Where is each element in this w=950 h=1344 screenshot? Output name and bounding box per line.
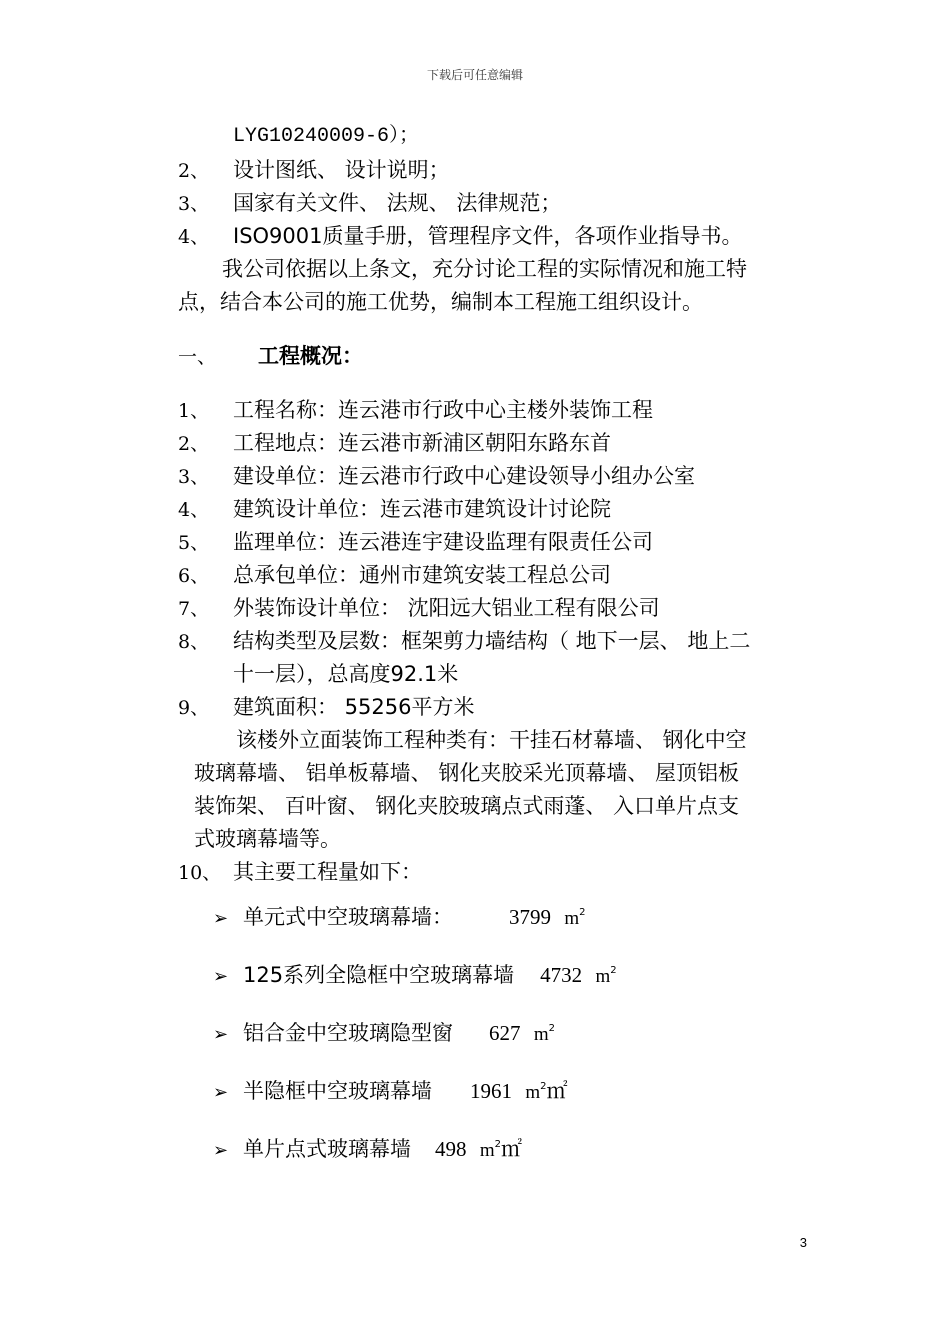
arrow-bullet-icon: ➢ bbox=[213, 1140, 229, 1161]
overview-item bbox=[178, 694, 474, 721]
quantities-intro bbox=[178, 859, 422, 886]
quantity-value: 1961 bbox=[470, 1079, 512, 1103]
item-number: 2、 bbox=[178, 160, 210, 182]
overview-item-continuation bbox=[178, 661, 458, 687]
overview-item bbox=[178, 562, 611, 589]
overview-item bbox=[178, 628, 750, 655]
item-text: ISO9001质量手册，管理程序文件，各项作业指导书。 bbox=[233, 224, 743, 248]
types-line: 玻璃幕墙、 铝单板幕墙、 钢化夹胶采光顶幕墙、 屋顶铝板 bbox=[194, 761, 740, 785]
item-text: 建筑面积： 55256平方米 bbox=[233, 695, 475, 719]
quantity-name: 半隐框中空玻璃幕墙 bbox=[243, 1079, 432, 1103]
quantity-unit-extra: ㎡ bbox=[501, 1137, 523, 1161]
overview-item bbox=[178, 430, 611, 457]
item-text: 建筑设计单位：连云港市建筑设计讨论院 bbox=[233, 497, 611, 521]
quantity-unit: m bbox=[564, 908, 580, 929]
overview-item bbox=[178, 397, 653, 424]
quantity-value: 627 bbox=[489, 1021, 521, 1045]
overview-item bbox=[178, 463, 695, 490]
quantity-item bbox=[213, 1136, 522, 1164]
quantity-unit: m bbox=[479, 1140, 495, 1161]
item-text: 建设单位：连云港市行政中心建设领导小组办公室 bbox=[233, 464, 695, 488]
quantity-unit: m bbox=[533, 1024, 549, 1045]
unit-superscript: 2 bbox=[548, 1023, 556, 1034]
item-number: 5、 bbox=[178, 532, 210, 554]
item-text: 工程名称：连云港市行政中心主楼外装饰工程 bbox=[233, 398, 653, 422]
item-text: 总承包单位：通州市建筑安装工程总公司 bbox=[233, 563, 611, 587]
section-title: 工程概况： bbox=[258, 344, 363, 368]
item-text: 十一层），总高度92.1米 bbox=[233, 662, 459, 686]
overview-item bbox=[178, 529, 653, 556]
item-number: 4、 bbox=[178, 499, 210, 521]
types-line: 装饰架、 百叶窗、 钢化夹胶玻璃点式雨蓬、 入口单片点支 bbox=[194, 794, 740, 818]
quantity-name: 铝合金中空玻璃隐型窗 bbox=[243, 1021, 453, 1045]
section-heading bbox=[178, 343, 363, 370]
item-number: 4、 bbox=[178, 226, 210, 248]
item-text: 国家有关文件、 法规、 法律规范； bbox=[233, 191, 562, 215]
arrow-bullet-icon: ➢ bbox=[213, 1024, 229, 1045]
quantity-unit-extra: ㎡ bbox=[546, 1079, 568, 1103]
unit-superscript: 2 bbox=[579, 907, 586, 918]
item-text: 其主要工程量如下： bbox=[233, 860, 422, 884]
item-number: 8、 bbox=[178, 631, 210, 653]
quantity-value: 4732 bbox=[540, 963, 583, 987]
quantity-item bbox=[213, 1020, 555, 1048]
item-text: 设计图纸、 设计说明； bbox=[233, 158, 450, 182]
item-number: 9、 bbox=[178, 697, 210, 719]
arrow-bullet-icon: ➢ bbox=[213, 966, 229, 987]
overview-item bbox=[178, 496, 611, 523]
item-number: 10、 bbox=[178, 862, 222, 884]
item-text: 监理单位：连云港连宇建设监理有限责任公司 bbox=[233, 530, 653, 554]
item-text: 外装饰设计单位： 沈阳远大铝业工程有限公司 bbox=[233, 596, 660, 620]
unit-superscript: 2 bbox=[494, 1139, 502, 1150]
page-header-note: 下载后可任意编辑 bbox=[426, 68, 523, 82]
basis-item bbox=[178, 157, 450, 184]
quantity-item bbox=[213, 1078, 568, 1106]
item-number: 2、 bbox=[178, 433, 210, 455]
item-number: 6、 bbox=[178, 565, 210, 587]
section-number: 一、 bbox=[178, 346, 217, 368]
types-line: 式玻璃幕墙等。 bbox=[194, 827, 341, 851]
quantity-value: 3799 bbox=[509, 905, 551, 929]
arrow-bullet-icon: ➢ bbox=[213, 1082, 229, 1103]
item-text: 工程地点：连云港市新浦区朝阳东路东首 bbox=[233, 431, 611, 455]
basis-paragraph-line-2: 点，结合本公司的施工优势，编制本工程施工组织设计。 bbox=[178, 290, 703, 314]
item-number: 3、 bbox=[178, 466, 210, 488]
basis-continuation: LYG10240009-6）； bbox=[233, 125, 420, 148]
item-number: 3、 bbox=[178, 193, 210, 215]
item-text: 结构类型及层数：框架剪力墙结构（ 地下一层、 地上二 bbox=[233, 629, 751, 653]
unit-superscript: 2 bbox=[540, 1081, 547, 1092]
quantity-unit: m bbox=[525, 1082, 541, 1103]
quantity-value: 498 bbox=[435, 1137, 467, 1161]
arrow-bullet-icon: ➢ bbox=[213, 908, 229, 929]
quantity-unit: m bbox=[595, 966, 611, 987]
unit-superscript: 2 bbox=[610, 965, 617, 976]
page-number: 3 bbox=[799, 1235, 807, 1250]
basis-paragraph-line-1: 我公司依据以上条文，充分讨论工程的实际情况和施工特 bbox=[222, 257, 747, 281]
overview-item bbox=[178, 595, 660, 622]
quantity-name: 单元式中空玻璃幕墙： bbox=[243, 905, 453, 929]
basis-item bbox=[178, 190, 561, 217]
quantity-item bbox=[213, 904, 586, 932]
types-line: 该楼外立面装饰工程种类有：干挂石材幕墙、 钢化中空 bbox=[236, 728, 747, 752]
quantity-name: 125系列全隐框中空玻璃幕墙 bbox=[243, 963, 515, 987]
item-number: 1、 bbox=[178, 400, 210, 422]
basis-item bbox=[178, 223, 743, 250]
quantity-name: 单片点式玻璃幕墙 bbox=[243, 1137, 411, 1161]
quantity-item bbox=[213, 962, 617, 990]
item-number: 7、 bbox=[178, 598, 210, 620]
